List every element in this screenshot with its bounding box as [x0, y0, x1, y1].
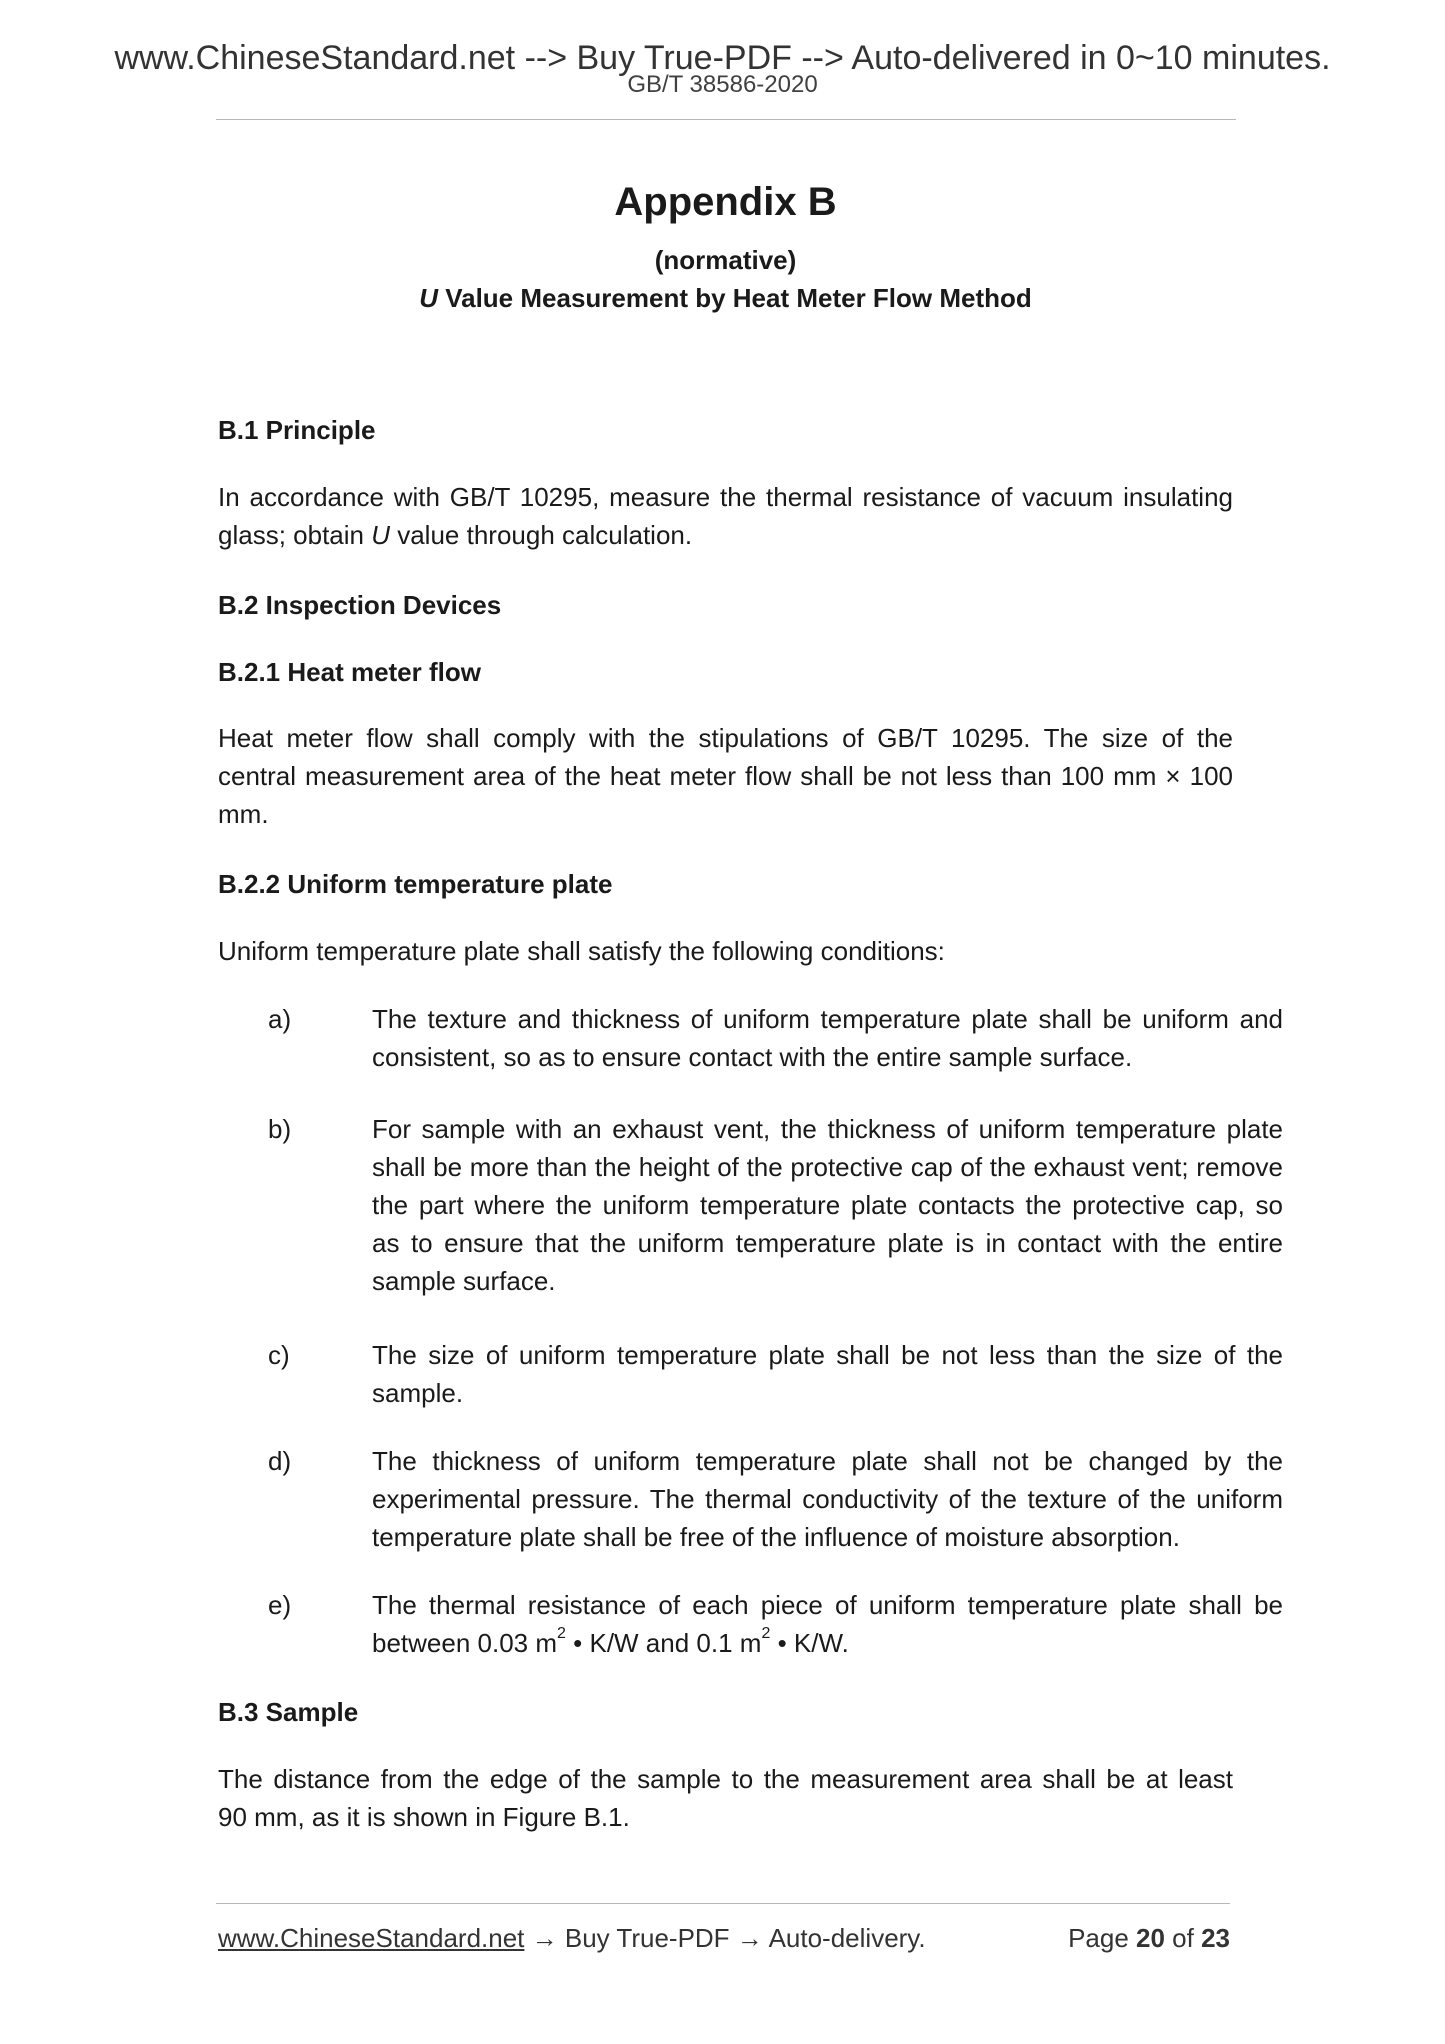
paragraph-line: between 0.03 $m^2$ • K/W and 0.1 $m^2$ • K/W.	[372, 1625, 849, 1658]
footer-link-group	[218, 1922, 926, 1954]
paragraph-line: The texture and thickness of uniform temperature plate shall be uniform and	[372, 1004, 1283, 1034]
paragraph-line: mm.	[218, 799, 269, 829]
footer-buy-text: → Buy True-PDF → Auto-delivery.	[524, 1923, 926, 1953]
paragraph-line: glass; obtain U value through calculation.	[218, 520, 693, 550]
paragraph-line: sample.	[372, 1378, 464, 1408]
section-b3-paragraph	[218, 1760, 1233, 1836]
paragraph-line: sample surface.	[372, 1266, 556, 1296]
footer-divider	[216, 1903, 1230, 1904]
appendix-method-title	[218, 282, 1233, 314]
paragraph-line: central measurement area of the heat meter flow shall be not less than 100 mm × 100	[218, 761, 1233, 791]
section-b1-paragraph	[218, 478, 1233, 554]
paragraph-line: 90 mm, as it is shown in Figure B.1.	[218, 1802, 630, 1832]
paragraph-line: The size of uniform temperature plate shall be not less than the size of the	[372, 1340, 1283, 1370]
footer-site-link[interactable]: www.ChineseStandard.net	[218, 1923, 525, 1953]
section-b21-paragraph	[218, 719, 1233, 833]
method-title-text: Value Measurement by Heat Meter Flow Method	[437, 283, 1032, 313]
section-b22-heading: B.2.2 Uniform temperature plate	[218, 869, 613, 899]
superscript: 2	[761, 1625, 771, 1643]
paragraph-line: The thickness of uniform temperature plate shall not be changed by the	[372, 1446, 1283, 1476]
appendix-normative-label: (normative)	[654, 245, 797, 275]
paragraph-line: experimental pressure. The thermal conductivity of the texture of the uniform	[372, 1484, 1283, 1514]
section-b21-heading: B.2.1 Heat meter flow	[218, 657, 481, 687]
page-total: 23	[1201, 1923, 1230, 1953]
paragraph-line: as to ensure that the uniform temperature plate is in contact with the entire	[372, 1228, 1283, 1258]
section-b22-intro	[218, 932, 1233, 970]
paragraph-line: Uniform temperature plate shall satisfy the following conditions:	[218, 936, 945, 966]
section-b3-heading: B.3 Sample	[218, 1697, 359, 1727]
section-b2-heading: B.2 Inspection Devices	[218, 590, 502, 620]
list-marker: d)	[268, 1446, 292, 1476]
appendix-title: Appendix B	[614, 180, 837, 224]
paragraph-line: shall be more than the height of the protective cap of the exhaust vent; remove	[372, 1152, 1283, 1182]
section-b1-heading: B.1 Principle	[218, 415, 376, 445]
paragraph-line: Heat meter flow shall comply with the stipulations of GB/T 10295. The size of the	[218, 723, 1233, 753]
list-item-text	[372, 1000, 1283, 1076]
paragraph-line: the part where the uniform temperature plate contacts the protective cap, so	[372, 1190, 1283, 1220]
paragraph-line: The thermal resistance of each piece of uniform temperature plate shall be	[372, 1590, 1283, 1620]
list-marker: e)	[268, 1590, 292, 1620]
superscript: 2	[557, 1625, 566, 1643]
paragraph-line: The distance from the edge of the sample to the measurement area shall be at least	[218, 1764, 1233, 1794]
paragraph-line: consistent, so as to ensure contact with the entire sample surface.	[372, 1042, 1133, 1072]
page-number: Page 20 of 23	[1068, 1923, 1230, 1953]
list-item-text	[372, 1336, 1283, 1412]
u-symbol: U	[371, 520, 390, 550]
list-item-text	[372, 1442, 1283, 1556]
page-current: 20	[1136, 1923, 1165, 1953]
list-marker: a)	[268, 1004, 292, 1034]
list-item-text	[372, 1586, 1283, 1662]
list-item-text	[372, 1110, 1283, 1300]
header-divider	[216, 119, 1236, 120]
paragraph-line: In accordance with GB/T 10295, measure the thermal resistance of vacuum insulating	[218, 482, 1233, 512]
standard-code: GB/T 38586-2020	[627, 71, 818, 98]
header-banner: www.ChineseStandard.net --> Buy True-PDF --> Auto-delivered in 0~10 minutes.	[114, 39, 1331, 77]
paragraph-line: temperature plate shall be free of the influence of moisture absorption.	[372, 1522, 1180, 1552]
u-symbol: U	[419, 283, 438, 313]
paragraph-line: For sample with an exhaust vent, the thickness of uniform temperature plate	[372, 1114, 1283, 1144]
list-marker: c)	[268, 1340, 290, 1370]
list-marker: b)	[268, 1114, 292, 1144]
